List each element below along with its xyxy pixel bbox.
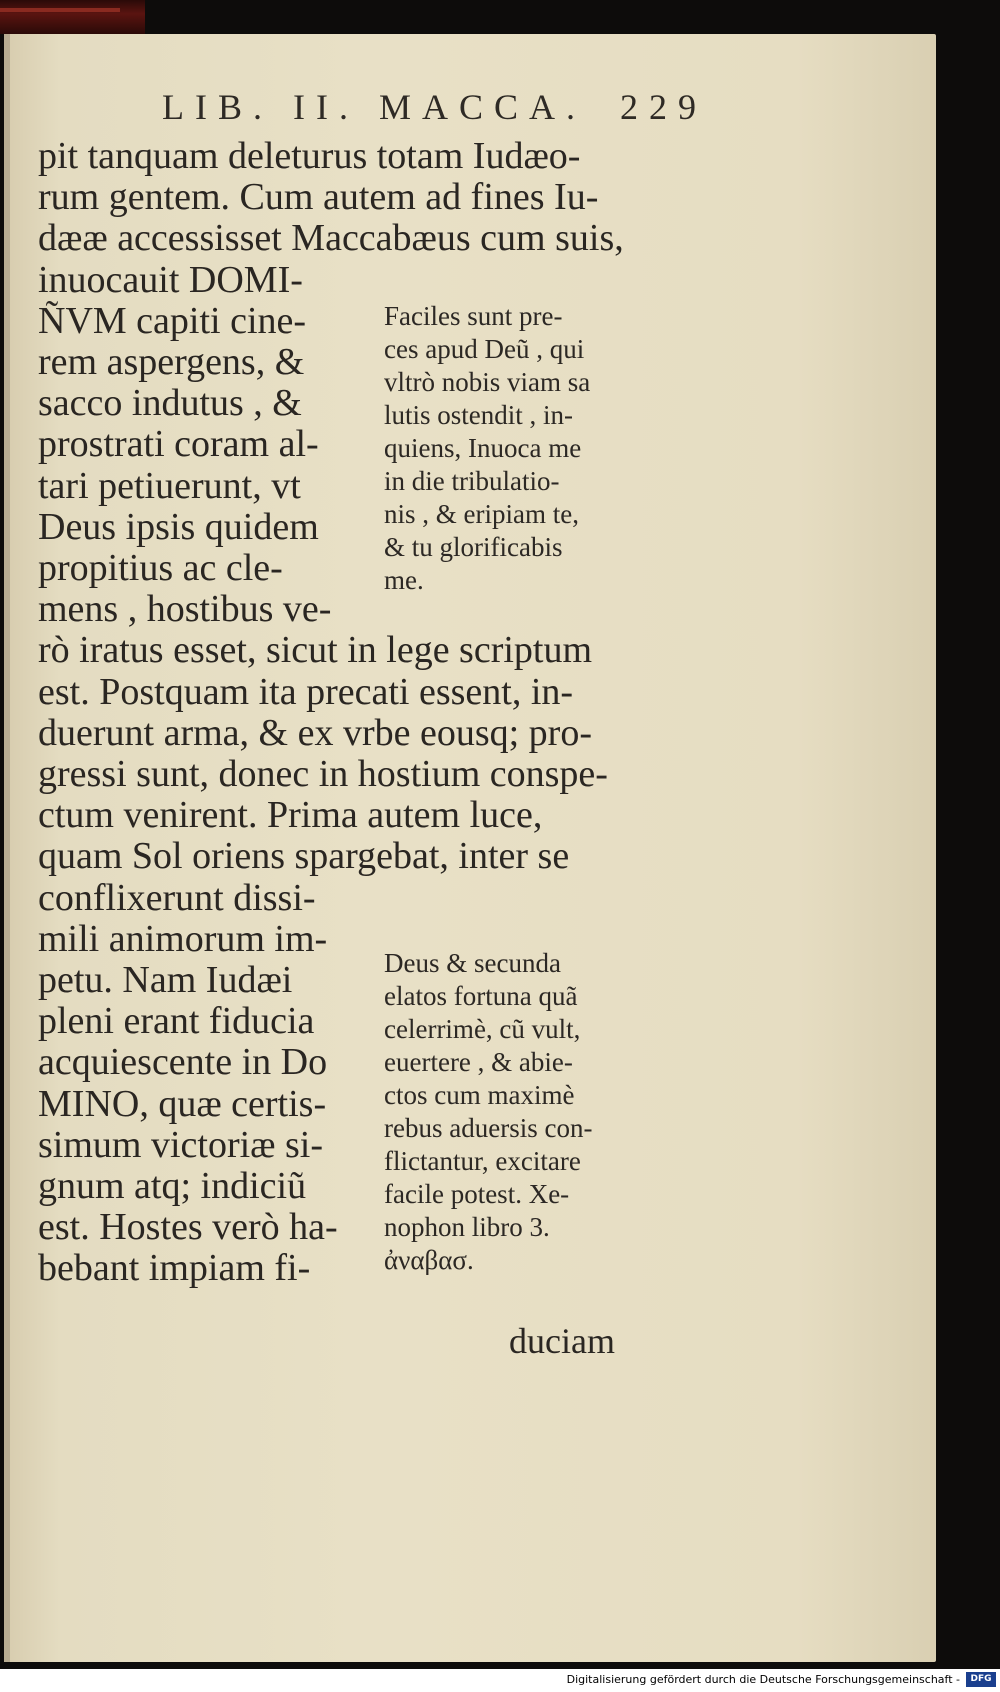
margin-note-line: ἀναβασ. (384, 1245, 474, 1275)
text-line: petu. Nam Iudæi (38, 959, 293, 1001)
margin-note-line: facile potest. Xe- (384, 1179, 570, 1209)
text-line: bebant impiam fi- (38, 1247, 311, 1290)
catchword: duciam (509, 1321, 615, 1361)
text-line: mili animorum im- (38, 917, 328, 960)
text-line: est. Postquam ita precati essent, in- (38, 670, 574, 713)
margin-note-line: elatos fortuna quã (384, 981, 578, 1011)
text-line: MINO, quæ certis- (38, 1082, 327, 1125)
margin-note-line: quiens, Inuoca me (384, 433, 582, 463)
footer-credit: Digitalisierung gefördert durch die Deutsche Forschungsgemeinschaft - (566, 1673, 960, 1686)
text-line: simum victoriæ si- (38, 1123, 323, 1166)
margin-note-line: & tu glorificabis (384, 532, 563, 562)
margin-note-line: flictantur, excitare (384, 1146, 581, 1176)
page-edge (4, 34, 10, 1662)
margin-note-line: in die tribulatio- (384, 466, 560, 496)
text-line: sacco indutus , & (38, 382, 302, 425)
bookmark-ribbon (0, 0, 145, 34)
margin-note-line: Deus & secunda (384, 948, 561, 978)
text-line: rem aspergens, & (38, 341, 305, 383)
text-line: prostrati coram al- (38, 423, 319, 466)
margin-note-line: nophon libro 3. (384, 1212, 550, 1242)
margin-note-line: ctos cum maximè (384, 1080, 575, 1110)
margin-note-line: celerrimè, cũ vult, (384, 1014, 581, 1044)
margin-note-2 (384, 947, 592, 1277)
text-line: pleni erant fiducia (38, 1000, 315, 1043)
text-line: gressi sunt, donec in hostium conspe- (38, 753, 608, 795)
text-line: tari petiuerunt, vt (38, 464, 301, 507)
text-line: acquiescente in Do (38, 1041, 328, 1084)
text-line: propitius ac cle- (38, 547, 283, 589)
margin-note-line: nis , & eripiam te, (384, 499, 579, 529)
text-line: Deus ipsis quidem (38, 505, 319, 548)
text-line: pit tanquam deleturus totam Iudæo- (38, 135, 581, 177)
text-line: ÑVM capiti cine- (38, 299, 307, 342)
text-line: est. Hostes verò ha- (38, 1206, 338, 1249)
page-number: 229 (620, 87, 707, 127)
text-line: quam Sol oriens spargebat, inter se (38, 835, 570, 878)
margin-note-line: Faciles sunt pre- (384, 301, 563, 331)
margin-note-line: rebus aduersis con- (384, 1113, 593, 1143)
text-line: gnum atq; indiciũ (38, 1165, 307, 1207)
margin-note-line: ces apud Deũ , qui (384, 334, 585, 364)
margin-note-line: me. (384, 565, 424, 595)
text-line: duerunt arma, & ex vrbe eousq; pro- (38, 711, 592, 754)
text-line: conflixerunt dissi- (38, 876, 316, 919)
margin-note-line: lutis ostendit , in- (384, 400, 573, 430)
text-line: mens , hostibus ve- (38, 588, 332, 631)
margin-note-line: vltrò nobis viam sa (384, 367, 591, 397)
margin-note-line: euertere , & abie- (384, 1047, 573, 1077)
text-line: dææ accessisset Maccabæus cum suis, (38, 217, 624, 260)
text-line: rò iratus esset, sicut in lege scriptum (38, 629, 593, 672)
running-header (162, 86, 707, 128)
margin-note-1 (384, 300, 590, 597)
text-line: ctum venirent. Prima autem luce, (38, 794, 543, 837)
header-title: LIB. II. MACCA. (162, 87, 586, 127)
dfg-logo: DFG (966, 1672, 996, 1687)
text-line: rum gentem. Cum autem ad fines Iu- (38, 176, 599, 219)
text-line: inuocauit DOMI- (38, 258, 303, 301)
digitization-footer (0, 1669, 1000, 1692)
